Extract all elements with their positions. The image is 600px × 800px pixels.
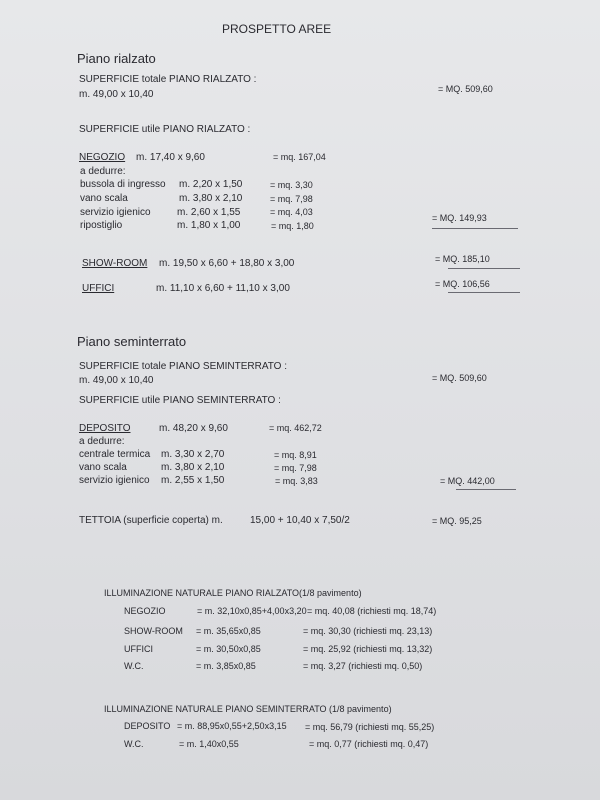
illum-seminterrato-heading: ILLUMINAZIONE NATURALE PIANO SEMINTERRATO (1/8 pavimento) — [104, 704, 392, 714]
uffici-name: UFFICI — [82, 283, 115, 294]
deduction-value: = mq. 3,30 — [270, 180, 313, 190]
deduction-dims: m. 2,55 x 1,50 — [161, 475, 225, 486]
illum-row-value: = mq. 56,79 (richiesti mq. 55,25) — [305, 722, 435, 732]
total-underline — [448, 292, 520, 293]
illum-row-name: DEPOSITO — [124, 721, 171, 731]
tettoia-value: = MQ. 95,25 — [432, 516, 482, 526]
deduction-name: servizio igienico — [80, 207, 151, 218]
superficie-totale-label: SUPERFICIE totale PIANO SEMINTERRATO : — [79, 361, 288, 372]
deposito-name: DEPOSITO — [79, 423, 131, 434]
illum-row-value: = mq. 0,77 (richiesti mq. 0,47) — [309, 739, 429, 749]
illum-row-calc: = m. 1,40x0,55 — [179, 739, 239, 749]
page-title: PROSPETTO AREE — [222, 22, 332, 36]
illum-row-calc: = m. 30,50x0,85 — [196, 644, 261, 654]
a-dedurre-label: a dedurre: — [80, 166, 126, 177]
deduction-name: bussola di ingresso — [80, 179, 166, 190]
deduction-value: = mq. 4,03 — [270, 207, 313, 217]
negozio-dims: m. 17,40 x 9,60 — [136, 152, 205, 163]
negozio-value: = mq. 167,04 — [273, 152, 326, 162]
showroom-name: SHOW-ROOM — [82, 258, 148, 269]
illum-row-name: UFFICI — [124, 644, 153, 654]
deduction-value: = mq. 7,98 — [270, 194, 313, 204]
deposito-value: = mq. 462,72 — [269, 423, 322, 433]
tettoia-dims: 15,00 + 10,40 x 7,50/2 — [250, 515, 350, 526]
showroom-value: = MQ. 185,10 — [435, 254, 490, 264]
superficie-totale-value: = MQ. 509,60 — [432, 373, 487, 383]
illum-row-value: = mq. 3,27 (richiesti mq. 0,50) — [303, 661, 423, 671]
deduction-value: = mq. 1,80 — [271, 221, 314, 231]
deduction-dims: m. 3,80 x 2,10 — [179, 193, 243, 204]
a-dedurre-label: a dedurre: — [79, 436, 125, 447]
superficie-utile-label: SUPERFICIE utile PIANO SEMINTERRATO : — [79, 395, 281, 406]
negozio-name: NEGOZIO — [79, 152, 126, 163]
deduction-value: = mq. 7,98 — [274, 463, 317, 473]
uffici-dims: m. 11,10 x 6,60 + 11,10 x 3,00 — [156, 283, 290, 294]
deduction-name: servizio igienico — [79, 475, 150, 486]
superficie-utile-label: SUPERFICIE utile PIANO RIALZATO : — [79, 124, 251, 135]
deduction-name: vano scala — [79, 462, 127, 473]
illum-row-value: = mq. 40,08 (richiesti mq. 18,74) — [307, 606, 437, 616]
deduction-name: ripostiglio — [80, 220, 123, 231]
total-underline — [448, 268, 520, 269]
deduction-dims: m. 2,20 x 1,50 — [179, 179, 243, 190]
deposito-dims: m. 48,20 x 9,60 — [159, 423, 228, 434]
showroom-dims: m. 19,50 x 6,60 + 18,80 x 3,00 — [159, 258, 295, 269]
illum-row-name: SHOW-ROOM — [124, 626, 183, 636]
superficie-totale-dims: m. 49,00 x 10,40 — [79, 89, 154, 100]
illum-row-calc: = m. 3,85x0,85 — [196, 661, 256, 671]
deposito-total-value: = MQ. 442,00 — [440, 476, 495, 486]
superficie-totale-value: = MQ. 509,60 — [438, 84, 493, 94]
illum-row-calc: = m. 88,95x0,55+2,50x3,15 — [177, 721, 287, 731]
superficie-totale-label: SUPERFICIE totale PIANO RIALZATO : — [79, 74, 257, 85]
illum-row-calc: = m. 35,65x0,85 — [196, 626, 261, 636]
total-underline — [432, 228, 518, 229]
illum-row-value: = mq. 30,30 (richiesti mq. 23,13) — [303, 626, 433, 636]
deduction-name: vano scala — [80, 193, 128, 204]
deduction-value: = mq. 3,83 — [275, 476, 318, 486]
total-underline — [456, 489, 516, 490]
superficie-totale-dims: m. 49,00 x 10,40 — [79, 375, 154, 386]
deduction-value: = mq. 8,91 — [274, 450, 317, 460]
uffici-value: = MQ. 106,56 — [435, 279, 490, 289]
deduction-dims: m. 3,30 x 2,70 — [161, 449, 225, 460]
illum-rialzato-heading: ILLUMINAZIONE NATURALE PIANO RIALZATO(1/8 pavimento) — [104, 588, 362, 598]
illum-row-calc: = m. 32,10x0,85+4,00x3,20 — [197, 606, 307, 616]
illum-row-name: W.C. — [124, 739, 144, 749]
deduction-dims: m. 1,80 x 1,00 — [177, 220, 241, 231]
illum-row-name: W.C. — [124, 661, 144, 671]
tettoia-label: TETTOIA (superficie coperta) m. — [79, 515, 223, 526]
negozio-total-value: = MQ. 149,93 — [432, 213, 487, 223]
illum-row-name: NEGOZIO — [124, 606, 166, 616]
deduction-dims: m. 3,80 x 2,10 — [161, 462, 225, 473]
section-heading-seminterrato: Piano seminterrato — [77, 334, 187, 349]
deduction-dims: m. 2,60 x 1,55 — [177, 207, 241, 218]
illum-row-value: = mq. 25,92 (richiesti mq. 13,32) — [303, 644, 433, 654]
section-heading-rialzato: Piano rialzato — [77, 51, 156, 66]
deduction-name: centrale termica — [79, 449, 151, 460]
